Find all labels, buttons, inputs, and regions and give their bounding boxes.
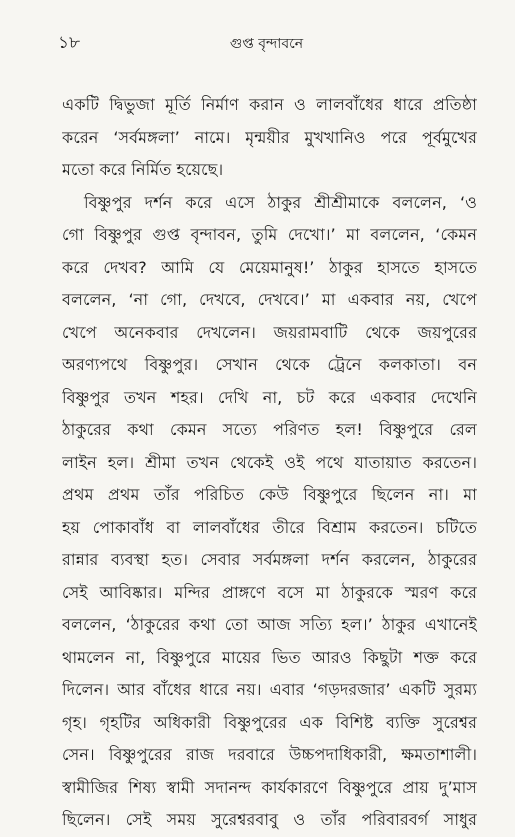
text-line: দিলেন। আর বাঁধের ধারে নয়। এবার ‘গড়দরজার’ একটি সুরম্য bbox=[62, 680, 477, 699]
page-header bbox=[58, 30, 475, 54]
text-line: বললেন, ‘ঠাকুরের কথা তো আজ সত্যি হল।’ ঠাকুর এখানেই bbox=[62, 615, 477, 634]
text-line: হয় পোকাবাঁধ বা লালবাঁধের তীরে বিশ্রাম করতেন। চটিতে bbox=[62, 517, 477, 537]
text-line: গৃহ। গৃহটির অধিকারী বিষ্ণুপুরের এক বিশিষ্ট ব্যক্তি সুরেশ্বর bbox=[62, 712, 477, 732]
text-line: লাইন হল। শ্রীমা তখন থেকেই ওই পথে যাতায়াত করতেন। bbox=[62, 452, 477, 472]
text-line: মতো করে নির্মিত হয়েছে। bbox=[62, 160, 224, 179]
text-line: সেন। বিষ্ণুপুরের রাজ দরবারে উচ্চপদাধিকারী, ক্ষমতাশালী। bbox=[62, 745, 477, 764]
text-line: করেন ‘সর্বমঙ্গলা’ নামে। মৃন্ময়ীর মুখখানিও পরে পূর্বমুখের bbox=[62, 127, 477, 147]
text-line: স্বামীজির শিষ্য স্বামী সদানন্দ কার্যকারণে বিষ্ণুপুরে প্রায় দু’মাস bbox=[62, 777, 477, 797]
running-title: গুপ্ত বৃন্দাবনে bbox=[229, 36, 304, 52]
body-text bbox=[62, 89, 477, 837]
page-number: ১৮ bbox=[58, 33, 81, 53]
text-line: বিষ্ণুপুর তখন শহর। দেখি না, চট করে একবার দেখেনি bbox=[62, 387, 477, 407]
text-line: বিষ্ণুপুর দর্শন করে এসে ঠাকুর শ্রীশ্রীমাকে বললেন, ‘ও bbox=[84, 192, 477, 212]
text-line: প্রথম প্রথম তাঁর পরিচিত কেউ বিষ্ণুপুরে ছিলেন না। মা bbox=[62, 485, 477, 504]
text-line: রান্নার ব্যবস্থা হত। সেবার সর্বমঙ্গলা দর্শন করলেন, ঠাকুরের bbox=[62, 550, 477, 569]
text-line: ছিলেন। সেই সময় সুরেশ্বরবাবু ও তাঁর পরিবারবর্গ সাধুর bbox=[62, 810, 477, 829]
text-line: সেই আবিষ্কার। মন্দির প্রাঙ্গণে বসে মা ঠাকুরকে স্মরণ করে bbox=[62, 582, 477, 602]
text-line: গো বিষ্ণুপুর গুপ্ত বৃন্দাবন, তুমি দেখো।’ মা বললেন, ‘কেমন bbox=[62, 225, 477, 244]
text-line: বললেন, ‘না গো, দেখবে, দেখবে।’ মা একবার নয়, খেপে bbox=[62, 290, 477, 309]
text-line: করে দেখব? আমি যে মেয়েমানুষ!’ ঠাকুর হাসতে হাসতে bbox=[62, 257, 477, 277]
text-line: একটি দ্বিভুজা মূর্তি নির্মাণ করান ও লালবাঁধের ধারে প্রতিষ্ঠা bbox=[62, 95, 477, 114]
text-line: খেপে অনেকবার দেখলেন। জয়রামবাটি থেকে জয়পুরের bbox=[62, 322, 477, 342]
text-line: অরণ্যপথে বিষ্ণুপুর। সেখান থেকে ট্রেনে কলকাতা। বন bbox=[62, 355, 477, 374]
text-line: থামলেন না, বিষ্ণুপুরে মায়ের ভিত আরও কিছুটা শক্ত করে bbox=[62, 647, 477, 667]
text-line: ঠাকুরের কথা কেমন সত্যে পরিণত হল! বিষ্ণুপুরে রেল bbox=[62, 420, 477, 439]
